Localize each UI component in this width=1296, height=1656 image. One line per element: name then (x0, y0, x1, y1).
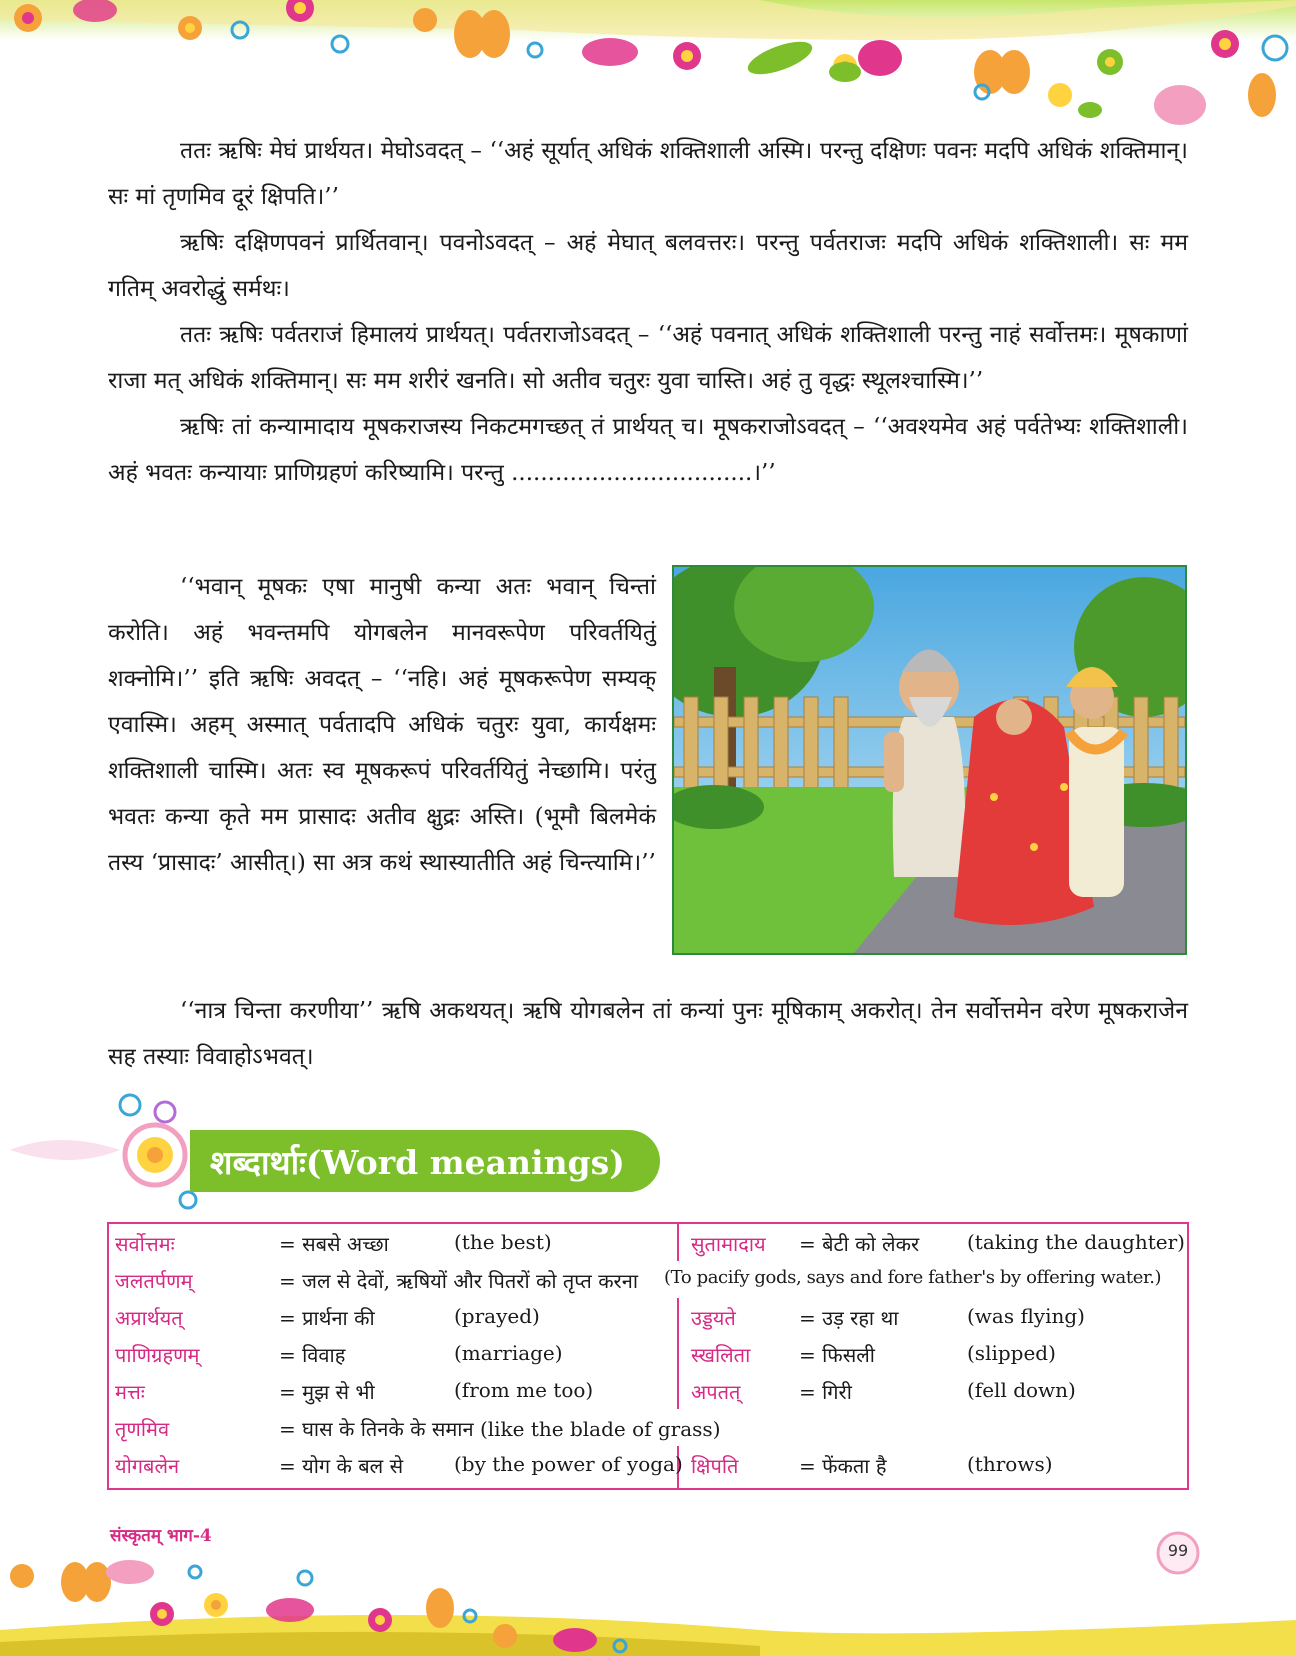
glossary-term: सुतामादाय (691, 1232, 766, 1256)
story-paragraph-5: ‘‘भवान् मूषकः एषा मानुषी कन्या अतः भवान् चिन्तां करोति। अहं भवन्तमपि योगबलेन मानवरूपेण परिवर्तयितुं शक्नोमि।’’ इति ऋषिः अवदत् – ‘‘नहि। अहं मूषकरूपेण सम्यक् एवास्मि। अहम् अस्मात् पर्वतादपि अधिकं चतुरः युवा, कार्यक्षमः शक्तिशाली चास्मि। अतः स्व मूषकरूपं परिवर्तयितुं नेच्छामि। परंतु भवतः कन्या कृते मम प्रासादः अतीव क्षुद्रः अस्ति। (भूमौ बिलमेकं तस्य ‘प्रासादः’ आसीत्।) सा अत्र कथं स्थास्यातीति अहं चिन्त्यामि।’’ (108, 574, 656, 876)
page-number: 99 (1167, 1541, 1189, 1560)
glossary-hindi: = प्रार्थना की (279, 1306, 375, 1330)
glossary-hindi: = योग के बल से (279, 1454, 404, 1478)
story-paragraph-2: ऋषिः दक्षिणपवनं प्रार्थितवान्। पवनोऽवदत् – अहं मेघात् बलवत्तरः। परन्तु पर्वतराजः मदपि अधिकं शक्तिशाली। सः मम गतिम् अवरोद्धुं सर्मथः। (108, 230, 1188, 302)
bottom-floral-border (0, 1560, 1296, 1656)
glossary-english: (To pacify gods, says and fore father's by offering water.) (664, 1267, 1162, 1288)
top-floral-border (0, 0, 1296, 130)
section-title: शब्दार्थाः(Word meanings) (210, 1142, 625, 1182)
glossary-english: (by the power of yoga) (454, 1452, 683, 1476)
glossary-term: पाणिग्रहणम् (115, 1343, 200, 1367)
glossary-hindi: = फिसली (799, 1343, 875, 1367)
glossary-english: (the best) (454, 1230, 552, 1254)
glossary-english: (marriage) (454, 1341, 563, 1365)
story-text-tail (108, 988, 1188, 1080)
story-paragraph-1: ततः ऋषिः मेघं प्रार्थयत। मेघोऽवदत् – ‘‘अहं सूर्यात् अधिकं शक्तिशाली अस्मि। परन्तु दक्षिणः पवनः मदपि अधिकं शक्तिमान्। सः मां तृणमिव दूरं क्षिपति।’’ (108, 138, 1188, 210)
glossary-english: (slipped) (967, 1341, 1056, 1365)
glossary-english: (prayed) (454, 1304, 540, 1328)
glossary-english: (from me too) (454, 1378, 594, 1402)
glossary-term: स्खलिता (691, 1343, 751, 1367)
glossary-row (109, 1224, 1187, 1261)
glossary-hindi: = गिरी (799, 1380, 852, 1404)
story-paragraph-4: ऋषिः तां कन्यामादाय मूषकराजस्य निकटमगच्छत् तं प्रार्थयत् च। मूषकराजोऽवदत् – ‘‘अवश्यमेव अहं पर्वतेभ्यः शक्तिशाली। अहं भवतः कन्यायाः प्राणिग्रहणं करिष्यामि। परन्तु .................................।’’ (108, 414, 1188, 486)
glossary-term: क्षिपति (691, 1454, 739, 1478)
glossary-english: (was flying) (967, 1304, 1085, 1328)
section-pill (190, 1130, 660, 1192)
glossary-hindi: = जल से देवों, ऋषियों और पितरों को तृप्त करना (279, 1269, 639, 1293)
glossary-hindi: = उड़ रहा था (799, 1306, 899, 1330)
glossary-english: (throws) (967, 1452, 1053, 1476)
leaf-icon (744, 35, 1102, 118)
glossary-english: (taking the daughter) (967, 1230, 1185, 1254)
story-text-top (108, 128, 1188, 496)
glossary-row (109, 1298, 1187, 1335)
glossary-row (109, 1446, 1187, 1483)
glossary-row (109, 1409, 1187, 1446)
glossary-term: मत्तः (115, 1380, 145, 1404)
glossary-row (109, 1261, 1187, 1298)
glossary-english: (fell down) (967, 1378, 1076, 1402)
glossary-hindi: = बेटी को लेकर (799, 1232, 920, 1256)
swirl-flower-icon (10, 1095, 196, 1208)
glossary-term: सर्वोत्तमः (115, 1232, 175, 1256)
footer-book-title: संस्कृतम् भाग-4 (110, 1526, 212, 1546)
glossary-term: तृणमिव (115, 1417, 170, 1441)
glossary-hindi: = मुझ से भी (279, 1380, 375, 1404)
story-text-wrap (108, 564, 656, 886)
glossary-term: उड्डयते (691, 1306, 736, 1330)
glossary-hindi: = घास के तिनके के समान (like the blade of grass) (279, 1417, 721, 1441)
glossary-row (109, 1372, 1187, 1409)
glossary-term: अपतत् (691, 1380, 741, 1404)
sage-wedding-scene (674, 567, 1185, 953)
glossary-hindi: = विवाह (279, 1343, 346, 1367)
glossary-table (107, 1222, 1189, 1490)
glossary-term: योगबलेन (115, 1454, 180, 1478)
glossary-term: अप्रार्थयत् (115, 1306, 183, 1330)
glossary-term: जलतर्पणम् (115, 1269, 193, 1293)
story-illustration (672, 565, 1187, 955)
glossary-row (109, 1335, 1187, 1372)
glossary-hindi: = सबसे अच्छा (279, 1232, 389, 1256)
glossary-hindi: = फेंकता है (799, 1454, 887, 1478)
story-paragraph-6: ‘‘नात्र चिन्ता करणीया’’ ऋषि अकथयत्। ऋषि योगबलेन तां कन्यां पुनः मूषिकाम् अकरोत्। तेन सर्वोत्तमेन वरेण मूषकराजेन सह तस्याः विवाहोऽभवत्। (108, 998, 1188, 1070)
story-paragraph-3: ततः ऋषिः पर्वतराजं हिमालयं प्रार्थयत्। पर्वतराजोऽवदत् – ‘‘अहं पवनात् अधिकं शक्तिशाली परन्तु नाहं सर्वोत्तमः। मूषकाणां राजा मत् अधिकं शक्तिमान्। सः मम शरीरं खनति। सो अतीव चतुरः युवा चास्ति। अहं तु वृद्धः स्थूलश्चास्मि।’’ (108, 322, 1188, 394)
